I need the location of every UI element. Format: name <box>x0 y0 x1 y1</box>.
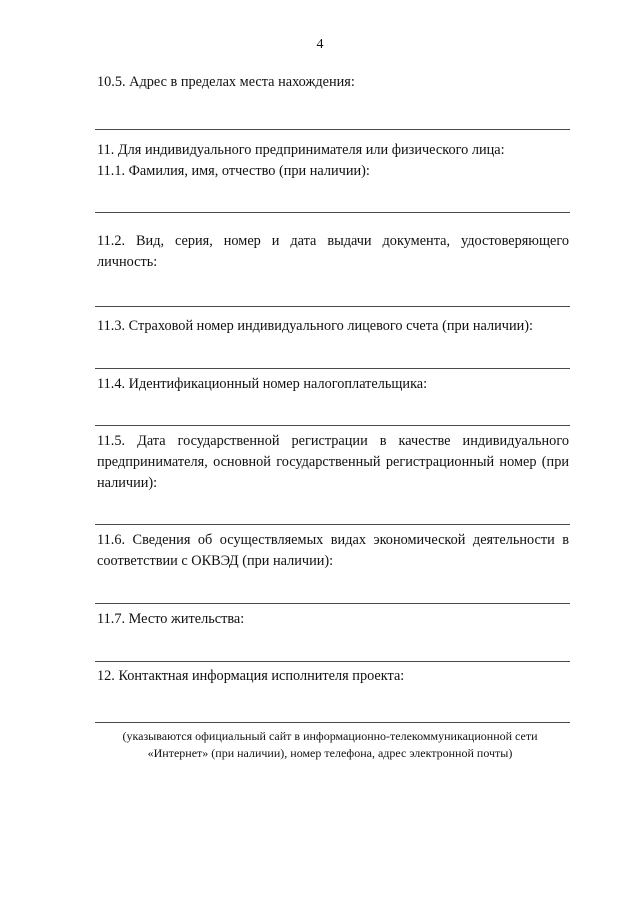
field-label-11-4-inn: 11.4. Идентификационный номер налогоплательщика: <box>97 376 428 392</box>
field-label-11-2-identity-document: 11.2. Вид, серия, номер и дата выдачи документа, удостоверяющего личность: <box>97 233 569 270</box>
field-label-11-6-okved: 11.6. Сведения об осуществляемых видах экономической деятельности в соответствии с ОКВЭД (при наличии): <box>97 532 569 569</box>
input-line-10-5-address[interactable] <box>95 129 570 130</box>
input-line-11-5-registration[interactable] <box>95 524 570 525</box>
input-line-11-1-full-name[interactable] <box>95 212 570 213</box>
field-label-12-contact-info: 12. Контактная информация исполнителя проекта: <box>97 668 405 684</box>
footnote-line-2: «Интернет» (при наличии), номер телефона, адрес электронной почты) <box>147 746 513 760</box>
field-label-10-5-address: 10.5. Адрес в пределах места нахождения: <box>97 74 355 90</box>
field-label-11-5-registration: 11.5. Дата государственной регистрации в качестве индивидуального предпринимателя, основной государственный регистрационный номер (при наличии): <box>97 433 569 491</box>
footnote-line-1: (указываются официальный сайт в информационно-телекоммуникационной сети <box>122 729 538 743</box>
field-label-11-3-snils: 11.3. Страховой номер индивидуального лицевого счета (при наличии): <box>97 318 534 334</box>
input-line-11-6-okved[interactable] <box>95 603 570 604</box>
field-label-11-7-residence: 11.7. Место жительства: <box>97 611 245 627</box>
section-heading-11: 11. Для индивидуального предпринимателя или физического лица: <box>97 142 505 158</box>
input-line-11-3-snils[interactable] <box>95 368 570 369</box>
input-line-11-7-residence[interactable] <box>95 661 570 662</box>
input-line-11-4-inn[interactable] <box>95 425 570 426</box>
page-number: 4 <box>316 37 324 52</box>
input-line-11-2-identity-document[interactable] <box>95 306 570 307</box>
field-label-11-1-full-name: 11.1. Фамилия, имя, отчество (при наличии): <box>97 163 370 179</box>
input-line-12-contact-info[interactable] <box>95 722 570 723</box>
